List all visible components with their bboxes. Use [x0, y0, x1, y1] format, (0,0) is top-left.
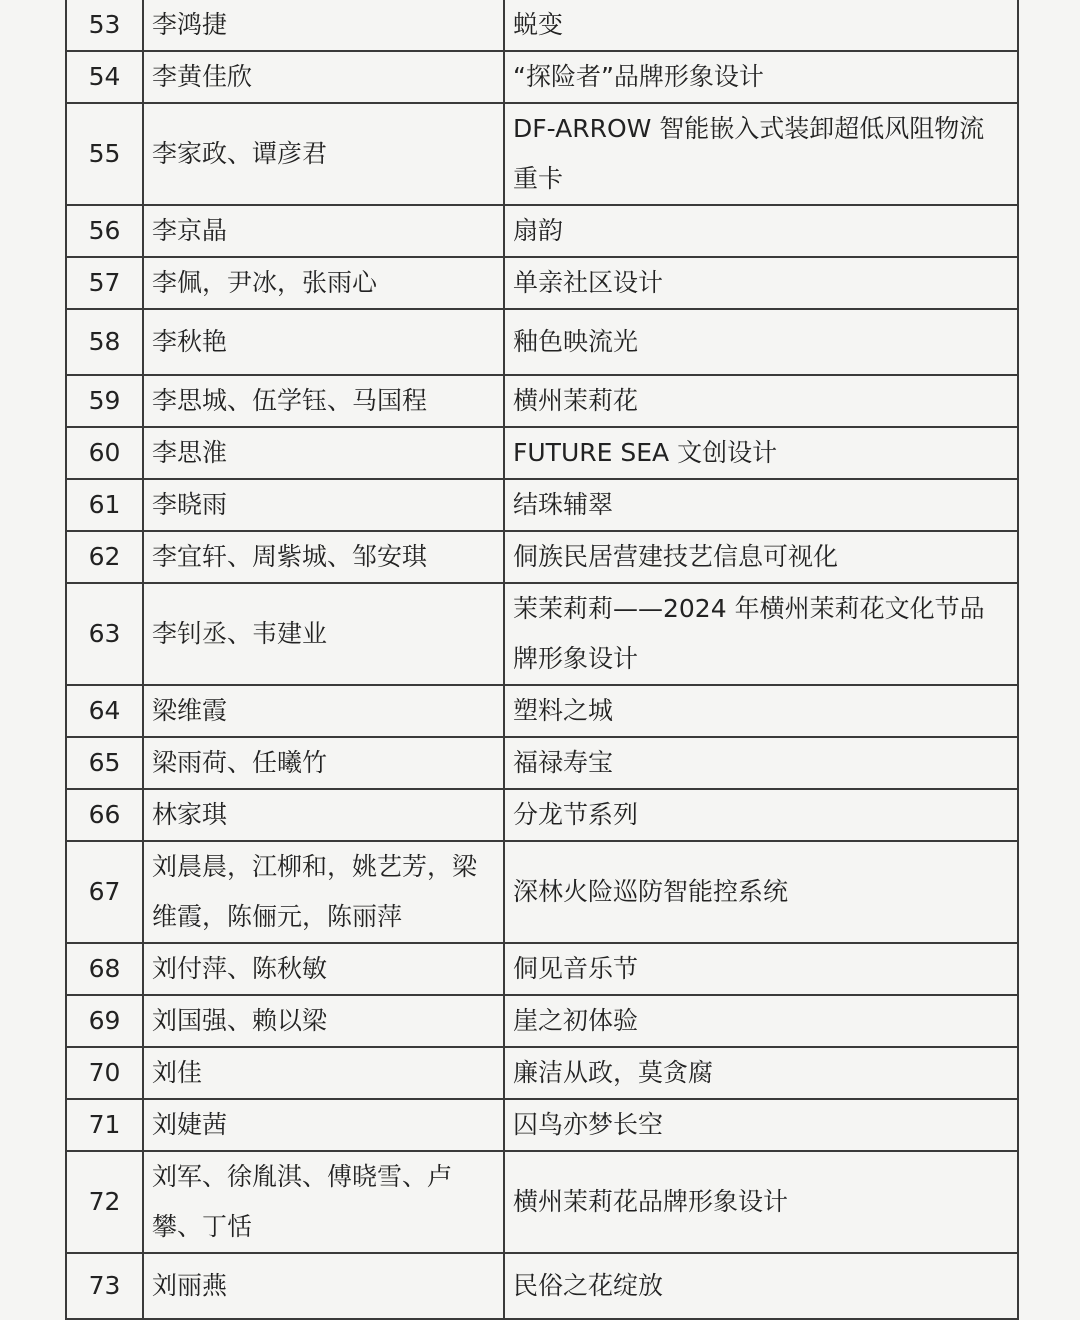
authors-cell: 李秋艳: [143, 309, 504, 375]
authors-cell: 刘付萍、陈秋敏: [143, 943, 504, 995]
table-row: [66, 103, 1018, 205]
table-row: [66, 789, 1018, 841]
work-title-cell: 分龙节系列: [504, 789, 1018, 841]
award-table: [65, 0, 1019, 1320]
table-row: [66, 1151, 1018, 1253]
work-title-cell: 茉茉莉莉——2024 年横州茉莉花文化节品牌形象设计: [504, 583, 1018, 685]
row-number-cell: 63: [66, 583, 143, 685]
row-number-cell: 70: [66, 1047, 143, 1099]
table-row: [66, 257, 1018, 309]
authors-cell: 李思城、伍学钰、马国程: [143, 375, 504, 427]
table-row: [66, 479, 1018, 531]
authors-cell: 刘军、徐胤淇、傅晓雪、卢攀、丁恬: [143, 1151, 504, 1253]
authors-cell: 李家政、谭彦君: [143, 103, 504, 205]
work-title-cell: 横州茉莉花品牌形象设计: [504, 1151, 1018, 1253]
table-row: [66, 205, 1018, 257]
authors-cell: 梁雨荷、任曦竹: [143, 737, 504, 789]
row-number-cell: 60: [66, 427, 143, 479]
row-number-cell: 66: [66, 789, 143, 841]
work-title-cell: 民俗之花绽放: [504, 1253, 1018, 1319]
authors-cell: 李宜轩、周紫城、邹安琪: [143, 531, 504, 583]
table-row: [66, 531, 1018, 583]
table-row: [66, 0, 1018, 51]
authors-cell: 李晓雨: [143, 479, 504, 531]
table-row: [66, 51, 1018, 103]
work-title-cell: 扇韵: [504, 205, 1018, 257]
row-number-cell: 56: [66, 205, 143, 257]
work-title-cell: 侗见音乐节: [504, 943, 1018, 995]
row-number-cell: 71: [66, 1099, 143, 1151]
authors-cell: 刘婕茜: [143, 1099, 504, 1151]
work-title-cell: 崖之初体验: [504, 995, 1018, 1047]
work-title-cell: 横州茉莉花: [504, 375, 1018, 427]
work-title-cell: 侗族民居营建技艺信息可视化: [504, 531, 1018, 583]
table-row: [66, 1047, 1018, 1099]
table-row: [66, 995, 1018, 1047]
authors-cell: 刘晨晨，江柳和，姚艺芳，梁维霞，陈俪元，陈丽萍: [143, 841, 504, 943]
table-row: [66, 1099, 1018, 1151]
table-row: [66, 685, 1018, 737]
authors-cell: 梁维霞: [143, 685, 504, 737]
authors-cell: 刘丽燕: [143, 1253, 504, 1319]
work-title-cell: 结珠辅翠: [504, 479, 1018, 531]
authors-cell: 刘国强、赖以梁: [143, 995, 504, 1047]
authors-cell: 李钊丞、韦建业: [143, 583, 504, 685]
award-table-body: [66, 0, 1018, 1319]
authors-cell: 李佩，尹冰，张雨心: [143, 257, 504, 309]
row-number-cell: 62: [66, 531, 143, 583]
authors-cell: 刘佳: [143, 1047, 504, 1099]
work-title-cell: 蜕变: [504, 0, 1018, 51]
work-title-cell: 塑料之城: [504, 685, 1018, 737]
row-number-cell: 59: [66, 375, 143, 427]
table-row: [66, 375, 1018, 427]
authors-cell: 李鸿捷: [143, 0, 504, 51]
authors-cell: 李黄佳欣: [143, 51, 504, 103]
work-title-cell: 深林火险巡防智能控系统: [504, 841, 1018, 943]
authors-cell: 林家琪: [143, 789, 504, 841]
row-number-cell: 72: [66, 1151, 143, 1253]
table-row: [66, 943, 1018, 995]
table-row: [66, 427, 1018, 479]
row-number-cell: 68: [66, 943, 143, 995]
table-row: [66, 841, 1018, 943]
row-number-cell: 55: [66, 103, 143, 205]
work-title-cell: DF-ARROW 智能嵌入式装卸超低风阻物流重卡: [504, 103, 1018, 205]
row-number-cell: 65: [66, 737, 143, 789]
row-number-cell: 69: [66, 995, 143, 1047]
row-number-cell: 58: [66, 309, 143, 375]
work-title-cell: FUTURE SEA 文创设计: [504, 427, 1018, 479]
row-number-cell: 53: [66, 0, 143, 51]
work-title-cell: 廉洁从政，莫贪腐: [504, 1047, 1018, 1099]
row-number-cell: 64: [66, 685, 143, 737]
work-title-cell: “探险者”品牌形象设计: [504, 51, 1018, 103]
row-number-cell: 67: [66, 841, 143, 943]
table-row: [66, 583, 1018, 685]
row-number-cell: 57: [66, 257, 143, 309]
row-number-cell: 73: [66, 1253, 143, 1319]
work-title-cell: 单亲社区设计: [504, 257, 1018, 309]
row-number-cell: 54: [66, 51, 143, 103]
row-number-cell: 61: [66, 479, 143, 531]
authors-cell: 李京晶: [143, 205, 504, 257]
work-title-cell: 釉色映流光: [504, 309, 1018, 375]
work-title-cell: 囚鸟亦梦长空: [504, 1099, 1018, 1151]
table-row: [66, 1253, 1018, 1319]
authors-cell: 李思淮: [143, 427, 504, 479]
table-row: [66, 309, 1018, 375]
table-row: [66, 737, 1018, 789]
work-title-cell: 福禄寿宝: [504, 737, 1018, 789]
